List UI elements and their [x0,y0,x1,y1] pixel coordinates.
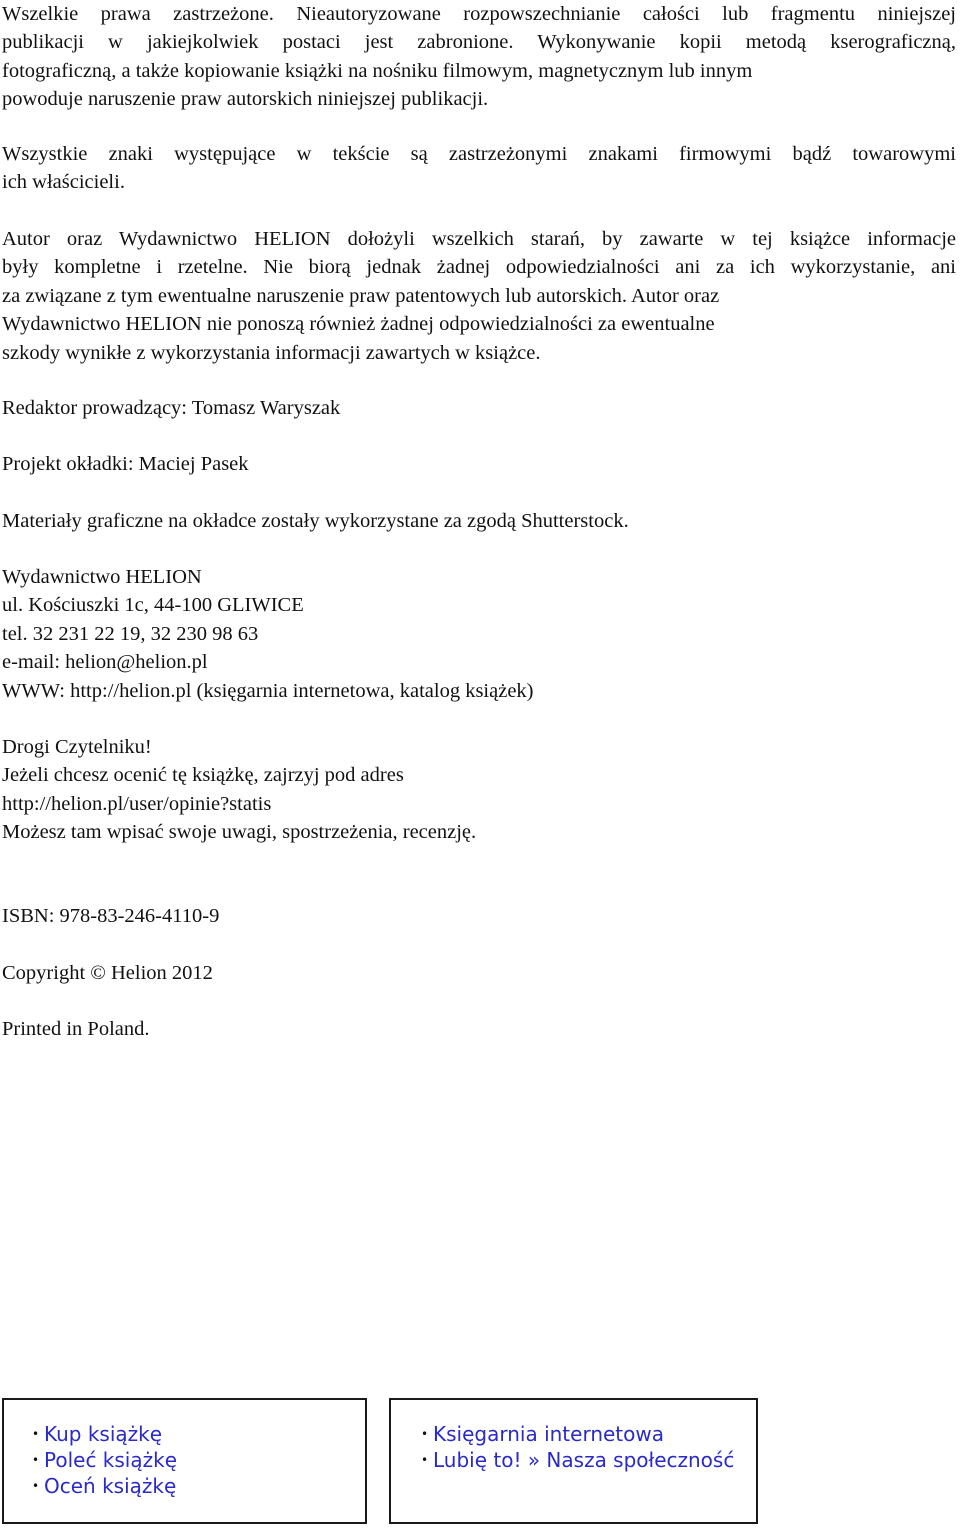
list-item [32,1473,177,1499]
isbn [2,902,219,930]
bullet-icon: • [32,1479,40,1493]
cover-design-text: Projekt okładki: Maciej Pasek [2,453,249,475]
buy-book-link[interactable]: Kup książkę [44,1422,163,1446]
community-link[interactable]: Lubię to! » Nasza społeczność [433,1448,735,1472]
online-bookstore-link[interactable]: Księgarnia internetowa [433,1422,664,1446]
editor-text: Redaktor prowadzący: Tomasz Waryszak [2,397,341,419]
printed-in [2,1015,149,1043]
cover-credit [2,450,249,478]
publisher-address: ul. Kościuszki 1c, 44-100 GLIWICE [2,594,304,617]
publisher-phone: tel. 32 231 22 19, 32 230 98 63 [2,622,259,645]
trademarks-notice [2,140,956,197]
rights-notice [2,0,956,114]
editor-credit [2,394,340,422]
copyright [2,959,213,987]
copyright-text: Copyright © Helion 2012 [2,962,213,984]
rights-line: powoduje naruszenie praw autorskich niniejszej publikacji. [2,88,489,111]
publisher-name: Wydawnictwo HELION [2,566,202,588]
rights-line: fotograficzną, a także kopiowanie książki na nośniku filmowym, magnetycznym lub innym [2,59,753,82]
list-item [421,1421,734,1447]
graphics-text: Materiały graficzne na okładce zostały wykorzystane za zgodą Shutterstock. [2,510,629,532]
book-actions-list [32,1421,177,1499]
reader-greeting: Drogi Czytelniku! [2,736,152,758]
disclaimer-line: za związane z tym ewentualne naruszenie praw patentowych lub autorskich. Autor oraz [2,284,720,307]
list-item [32,1421,177,1447]
rights-line: Wszelkie prawa zastrzeżone. Nieautoryzowane rozpowszechnianie całości lub fragmentu niniejszej [2,3,956,25]
book-actions-box [2,1398,367,1524]
publisher-email: e-mail: helion@helion.pl [2,651,208,674]
rights-line: publikacji w jakiejkolwiek postaci jest zabronione. Wykonywanie kopii metodą kserograficzną, [2,31,956,54]
list-item [32,1447,177,1473]
publisher-www: WWW: http://helion.pl (księgarnia internetowa, katalog książek) [2,679,534,702]
disclaimer-line: Wydawnictwo HELION nie ponoszą również żadnej odpowiedzialności za ewentualne [2,313,715,336]
trademarks-line: Wszystkie znaki występujące w tekście są zastrzeżonymi znakami firmowymi bądź towarowymi [2,143,956,165]
bullet-icon: • [421,1453,429,1467]
reader-url: http://helion.pl/user/opinie?statis [2,792,272,815]
disclaimer-line: szkody wynikłe z wykorzystania informacji zawartych w książce. [2,341,541,364]
reader-line: Możesz tam wpisać swoje uwagi, spostrzeżenia, recenzję. [2,821,477,844]
rate-book-link[interactable]: Oceń książkę [44,1474,177,1498]
printed-text: Printed in Poland. [2,1018,150,1040]
reader-line: Jeżeli chcesz ocenić tę książkę, zajrzyj pod adres [2,764,404,787]
list-item [421,1447,734,1473]
disclaimer-line: Autor oraz Wydawnictwo HELION dołożyli wszelkich starań, by zawarte w tej książce informacje [2,228,956,250]
recommend-book-link[interactable]: Poleć książkę [44,1448,177,1472]
bullet-icon: • [32,1427,40,1441]
store-links-list [421,1421,734,1473]
store-links-box [389,1398,758,1524]
graphics-credit [2,507,629,535]
bullet-icon: • [32,1453,40,1467]
publisher-info [2,563,534,705]
disclaimer-notice [2,225,956,367]
bullet-icon: • [421,1427,429,1441]
isbn-text: ISBN: 978-83-246-4110-9 [2,905,220,927]
disclaimer-line: były kompletne i rzetelne. Nie biorą jednak żadnej odpowiedzialności ani za ich wykorzystanie, ani [2,256,956,279]
reader-note [2,733,476,847]
trademarks-line: ich właścicieli. [2,171,125,194]
